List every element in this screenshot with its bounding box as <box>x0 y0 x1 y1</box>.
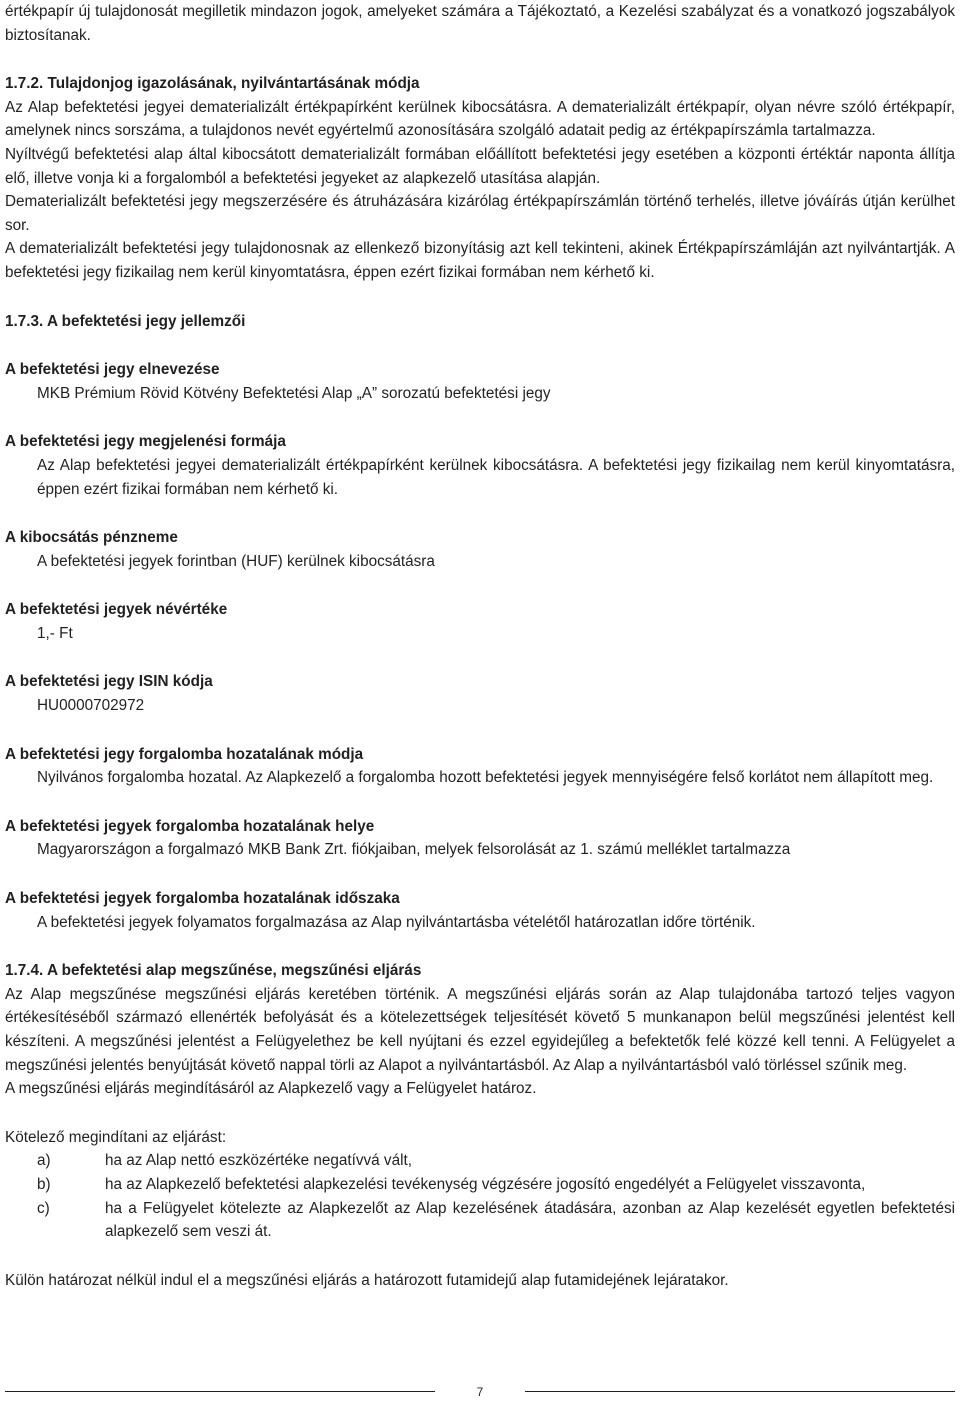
attribute-label: A befektetési jegyek névértéke <box>5 601 228 619</box>
footer-rule-left <box>5 1391 435 1392</box>
paragraph: Dematerializált befektetési jegy megszerzésére és átruházására kizárólag értékpapírszámlán történő terhelés, illetve jóváírás útján kerülhet sor. <box>5 193 955 234</box>
list-item <box>5 1173 955 1197</box>
attribute-value: 1,- Ft <box>37 624 73 642</box>
attribute-label: A befektetési jegy megjelenési formája <box>5 433 286 451</box>
attribute-label: A befektetési jegyek forgalomba hozatalának helye <box>5 817 375 835</box>
paragraph: A megszűnési eljárás megindításáról az Alapkezelő vagy a Felügyelet határoz. <box>5 1080 537 1098</box>
attribute-value: Nyilvános forgalomba hozatal. Az Alapkezelő a forgalomba hozott befektetési jegyek mennyiségére felső korlátot nem állapított meg. <box>37 769 934 787</box>
paragraph: Külön határozat nélkül indul el a megszűnési eljárás a határozott futamidejű alap futamidejének lejáratakor. <box>5 1271 729 1289</box>
attribute-value: A befektetési jegyek forintban (HUF) kerülnek kibocsátásra <box>37 552 435 570</box>
section-1-7-4-title: 1.7.4. A befektetési alap megszűnése, megszűnési eljárás <box>5 962 422 980</box>
list-item-text: ha az Alapkezelő befektetési alapkezelési tevékenység végzésére jogosító engedélyét a Felügyelet visszavonta, <box>105 1175 866 1193</box>
attribute-label: A befektetési jegyek forgalomba hozatalának időszaka <box>5 890 400 908</box>
paragraph: Nyíltvégű befektetési alap által kibocsátott dematerializált formában előállított befektetési jegy esetében a központi értéktár naponta állítja elő, illetve vonja ki a forgalomból a befektetési jegyeket az alapkezelő utasítása alapján. <box>5 145 955 187</box>
list-item-text: ha az Alap nettó eszközértéke negatívvá vált, <box>105 1152 412 1170</box>
list-item <box>5 1149 955 1173</box>
attribute-label: A befektetési jegy forgalomba hozatalának módja <box>5 745 364 763</box>
paragraph: Az Alap befektetési jegyei dematerializált értékpapírként kerülnek kibocsátásra. A dematerializált értékpapír, olyan névre szóló értékpapír, amelynek nincs sorszáma, a tulajdonos nevét egyértelmű azonosítására szolgáló adatait pedig az értékpapírszámla tartalmazza. <box>5 98 955 140</box>
attribute-value: Az Alap befektetési jegyei dematerializált értékpapírként kerülnek kibocsátásra. A befektetési jegy fizikailag nem kerül kinyomtatásra, éppen ezért fizikai formában nem kérhető ki. <box>37 456 955 498</box>
attribute-value: HU0000702972 <box>37 697 145 715</box>
list-item-text: ha a Felügyelet kötelezte az Alapkezelőt az Alap kezelésének átadására, azonban az Alap kezelését egyetlen befektetési alapkezelő sem veszi át. <box>105 1199 955 1241</box>
attribute-value: Magyarországon a forgalmazó MKB Bank Zrt. fiókjaiban, melyek felsorolását az 1. számú melléklet tartalmazza <box>37 841 791 859</box>
attribute-label: A kibocsátás pénzneme <box>5 529 178 547</box>
list-item-label: a) <box>37 1152 51 1170</box>
attribute-value: A befektetési jegyek folyamatos forgalmazása az Alap nyilvántartásba vételétől határozatlan időre történik. <box>37 913 756 931</box>
paragraph: Kötelező megindítani az eljárást: <box>5 1128 227 1146</box>
attribute-label: A befektetési jegy ISIN kódja <box>5 673 213 691</box>
paragraph: A dematerializált befektetési jegy tulajdonosnak az ellenkező bizonyításig azt kell tekinteni, akinek Értékpapírszámláján azt nyilvántartják. A befektetési jegy fizikailag nem kerül kinyomtatásra, éppen ezért fizikai formában nem kérhető ki. <box>5 240 955 281</box>
attribute-label: A befektetési jegy elnevezése <box>5 361 220 379</box>
footer-rule-right <box>525 1391 955 1392</box>
section-1-7-2-title: 1.7.2. Tulajdonjog igazolásának, nyilvántartásának módja <box>5 75 420 93</box>
intro-paragraph: értékpapír új tulajdonosát megilletik mindazon jogok, amelyeket számára a Tájékoztató, a Kezelési szabályzat és a vonatkozó jogszabályok biztosítanak. <box>5 3 955 44</box>
section-1-7-3-title: 1.7.3. A befektetési jegy jellemzői <box>5 312 246 330</box>
list-item-label: c) <box>37 1199 50 1217</box>
attribute-value: MKB Prémium Rövid Kötvény Befektetési Alap „A” sorozatú befektetési jegy <box>37 384 551 402</box>
document-page <box>5 0 955 1292</box>
paragraph: Az Alap megszűnése megszűnési eljárás keretében történik. A megszűnési eljárás során az Alap tulajdonába tartozó teljes vagyon értékesítéséből származó ellenérték befolyását és a kötelezettségek teljesítését követő 5 munkanapon belül megszűnési jelentést kell készíteni. A megszűnési jelentést a Felügyelethez be kell nyújtani és ezzel egyidejűleg a befektetők felé közzé kell tenni. A Felügyelet a megszűnési jelentés benyújtását követő nappal törli az Alapot a nyilvántartásból. Az Alap a nyilvántartásból való törléssel szűnik meg. <box>5 985 955 1074</box>
list-item <box>5 1197 955 1244</box>
page-number: 7 <box>476 1385 484 1399</box>
list-item-label: b) <box>37 1175 51 1193</box>
